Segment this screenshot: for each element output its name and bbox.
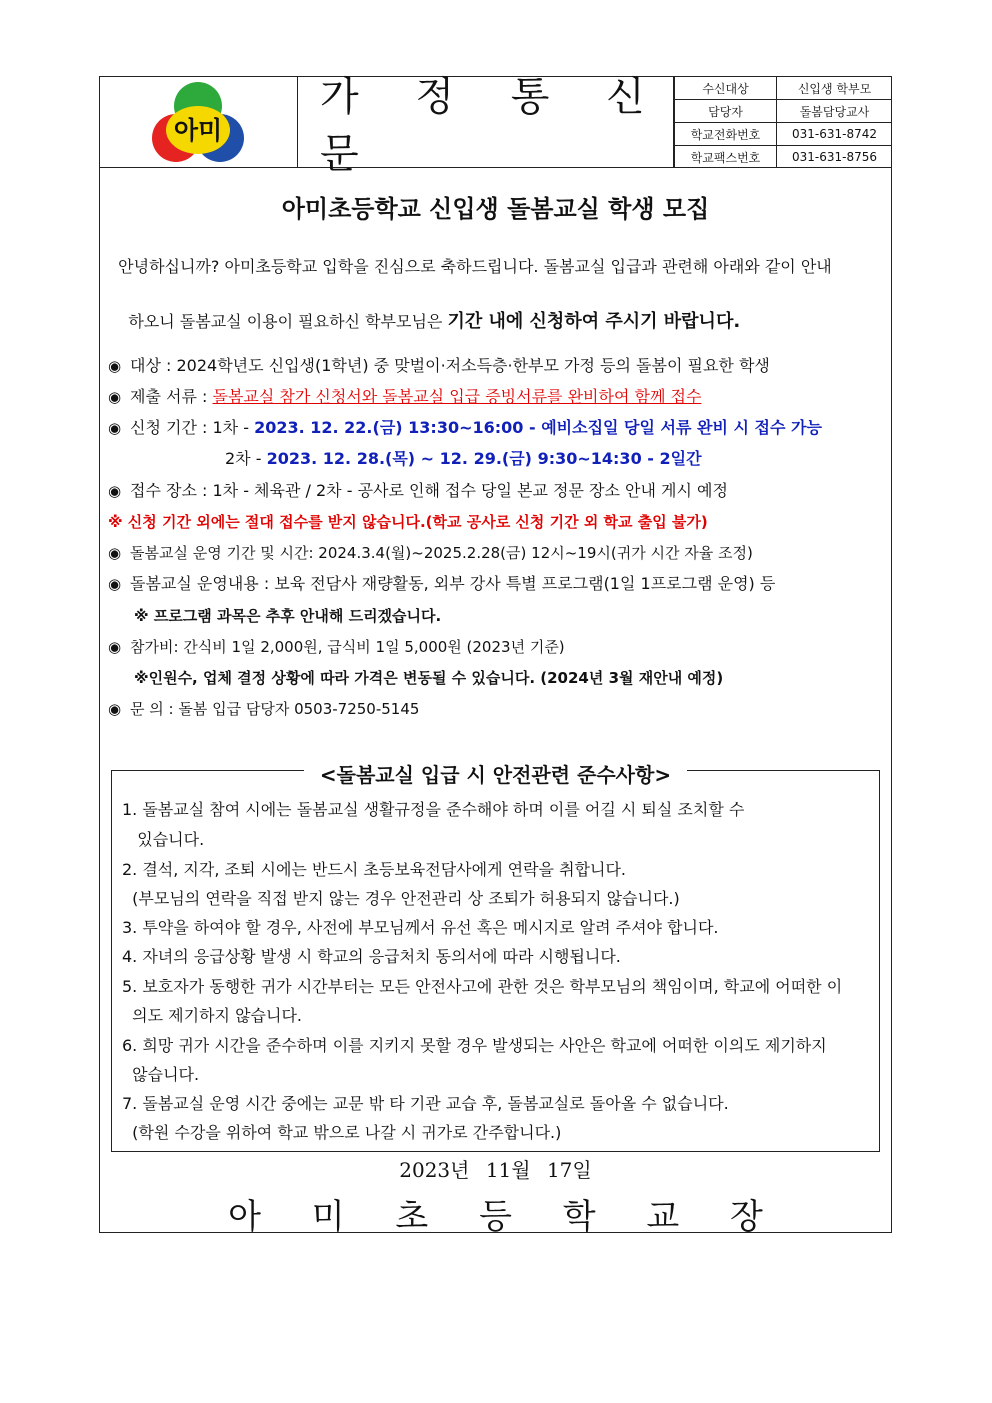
item-operation [108, 542, 753, 564]
item-contact-text: 문 의 : 돌봄 입급 담당자 0503-7250-5145 [130, 700, 420, 718]
item-place [108, 480, 728, 502]
info-value: 031-631-8742 [777, 123, 893, 146]
bullet-icon: ◉ [108, 388, 122, 406]
safety-title-wrap [112, 759, 879, 788]
item-content [108, 573, 775, 595]
info-table [674, 77, 892, 168]
item-fee [108, 636, 565, 658]
bullet-icon: ◉ [108, 357, 122, 375]
safety-line: 2. 결석, 지각, 조퇴 시에는 반드시 초등보육전담사에게 연락을 취합니다. [122, 860, 626, 879]
safety-line: 4. 자녀의 응급상황 발생 시 학교의 응급처치 동의서에 따라 시행됩니다. [122, 947, 621, 966]
principal-signature: 아 미 초 등 학 교 장 [228, 1197, 783, 1237]
item-contact [108, 698, 419, 720]
item-period-1-value: 2023. 12. 22.(금) 13:30~16:00 - 예비소집일 당일 서류 완비 시 접수 가능 [254, 418, 822, 437]
item-period-2-value: 2023. 12. 28.(목) ~ 12. 29.(금) 9:30~14:30 - 2일간 [266, 449, 702, 468]
info-row [675, 123, 893, 146]
safety-line: 의도 제기하지 않습니다. [122, 1006, 302, 1025]
item-place-text: 접수 장소 : 1차 - 체육관 / 2차 - 공사로 인해 접수 당일 본교 정문 장소 안내 게시 예정 [130, 481, 728, 500]
item-content-text: 돌봄교실 운영내용 : 보육 전담사 재량활동, 외부 강사 특별 프로그램(1일 1프로그램 운영) 등 [130, 574, 776, 593]
bullet-icon: ◉ [108, 638, 122, 656]
bullet-icon: ◉ [108, 700, 122, 718]
item-target-text: 대상 : 2024학년도 신입생(1학년) 중 맞벌이·저소득층·한부모 가정 등의 돌봄이 필요한 학생 [130, 356, 770, 375]
item-period-2 [225, 448, 702, 470]
info-label: 학교팩스번호 [675, 146, 777, 169]
item-content-note: ※ 프로그램 과목은 추후 안내해 드리겠습니다. [134, 607, 442, 625]
notice-title-cell [298, 74, 674, 177]
info-label: 담당자 [675, 100, 777, 123]
safety-line: 1. 돌봄교실 참여 시에는 돌봄교실 생활규정을 준수해야 하며 이를 어길 시 퇴실 조치할 수 [122, 800, 745, 819]
notice-date: 2023년 11월 17일 [399, 1158, 592, 1182]
safety-line: 3. 투약을 하여야 할 경우, 사전에 부모님께서 유선 혹은 메시지로 알려 주셔야 합니다. [122, 918, 719, 937]
info-label: 수신대상 [675, 77, 777, 100]
item-period-2-label: 2차 - [225, 449, 267, 468]
bullet-icon: ◉ [108, 419, 122, 437]
item-docs-value: 돌봄교실 참가 신청서와 돌봄교실 입급 증빙서류를 완비하여 함께 접수 [212, 387, 702, 406]
item-operation-text: 돌봄교실 운영 기간 및 시간: 2024.3.4(월)~2025.2.28(금) 12시~19시(귀가 시간 자율 조정) [130, 544, 753, 562]
item-warning: ※ 신청 기간 외에는 절대 접수를 받지 않습니다.(학교 공사로 신청 기간 외 학교 출입 불가) [108, 513, 708, 531]
safety-line: 있습니다. [122, 830, 205, 849]
safety-line: 6. 희망 귀가 시간을 준수하며 이를 지키지 못할 경우 발생되는 사안은 학교에 어떠한 이의도 제기하지 [122, 1036, 827, 1055]
item-fee-note: ※인원수, 업체 결정 상황에 따라 가격은 변동될 수 있습니다. (2024년 3월 재안내 예정) [134, 669, 724, 687]
info-value: 돌봄담당교사 [777, 100, 893, 123]
safety-line: (부모님의 연락을 직접 받지 않는 경우 안전관리 상 조퇴가 허용되지 않습니다.) [122, 889, 680, 908]
notice-title: 가 정 통 신 문 [320, 74, 667, 177]
item-fee-text: 참가비: 간식비 1일 2,000원, 급식비 1일 5,000원 (2023년 기준) [130, 638, 565, 656]
safety-line: (학원 수강을 위하여 학교 밖으로 나갈 시 귀가로 간주합니다.) [122, 1123, 562, 1142]
info-row [675, 146, 893, 169]
safety-line: 7. 돌봄교실 운영 시간 중에는 교문 밖 타 기관 교습 후, 돌봄교실로 돌아올 수 없습니다. [122, 1094, 729, 1113]
safety-title: <돌봄교실 입급 시 안전관련 준수사항> [304, 763, 687, 787]
logo-cell [100, 77, 298, 167]
item-docs [108, 386, 701, 408]
safety-line: 않습니다. [122, 1065, 200, 1084]
notice-frame [99, 74, 892, 1237]
intro-line-2 [108, 292, 888, 352]
safety-line: 5. 보호자가 동행한 귀가 시간부터는 모든 안전사고에 관한 것은 학부모님의 책임이며, 학교에 어떠한 이 [122, 977, 843, 996]
notice-heading: 아미초등학교 신입생 돌봄교실 학생 모집 [281, 195, 710, 223]
bullet-icon: ◉ [108, 544, 122, 562]
item-period-label: 신청 기간 : 1차 - [130, 418, 255, 437]
item-period-1 [108, 417, 822, 439]
info-value: 031-631-8756 [777, 146, 893, 169]
bullet-icon: ◉ [108, 482, 122, 500]
notice-header [100, 74, 891, 177]
info-label: 학교전화번호 [675, 123, 777, 146]
item-target [108, 355, 770, 377]
logo-text: 아미 [173, 116, 223, 145]
intro-line-2-text: 하오니 돌봄교실 이용이 필요하신 학부모님은 [128, 312, 448, 331]
school-logo [152, 80, 244, 164]
item-docs-label: 제출 서류 : [130, 387, 213, 406]
intro-line-2-emphasis: 기간 내에 신청하여 주시기 바랍니다. [447, 311, 741, 332]
info-row [675, 77, 893, 100]
intro-line-1: 안녕하십니까? 아미초등학교 입학을 진심으로 축하드립니다. 돌봄교실 입급과 관련해 아래와 같이 안내 [108, 257, 832, 276]
info-value: 신입생 학부모 [777, 77, 893, 100]
bullet-icon: ◉ [108, 575, 122, 593]
safety-box [111, 763, 880, 1152]
info-row [675, 100, 893, 123]
